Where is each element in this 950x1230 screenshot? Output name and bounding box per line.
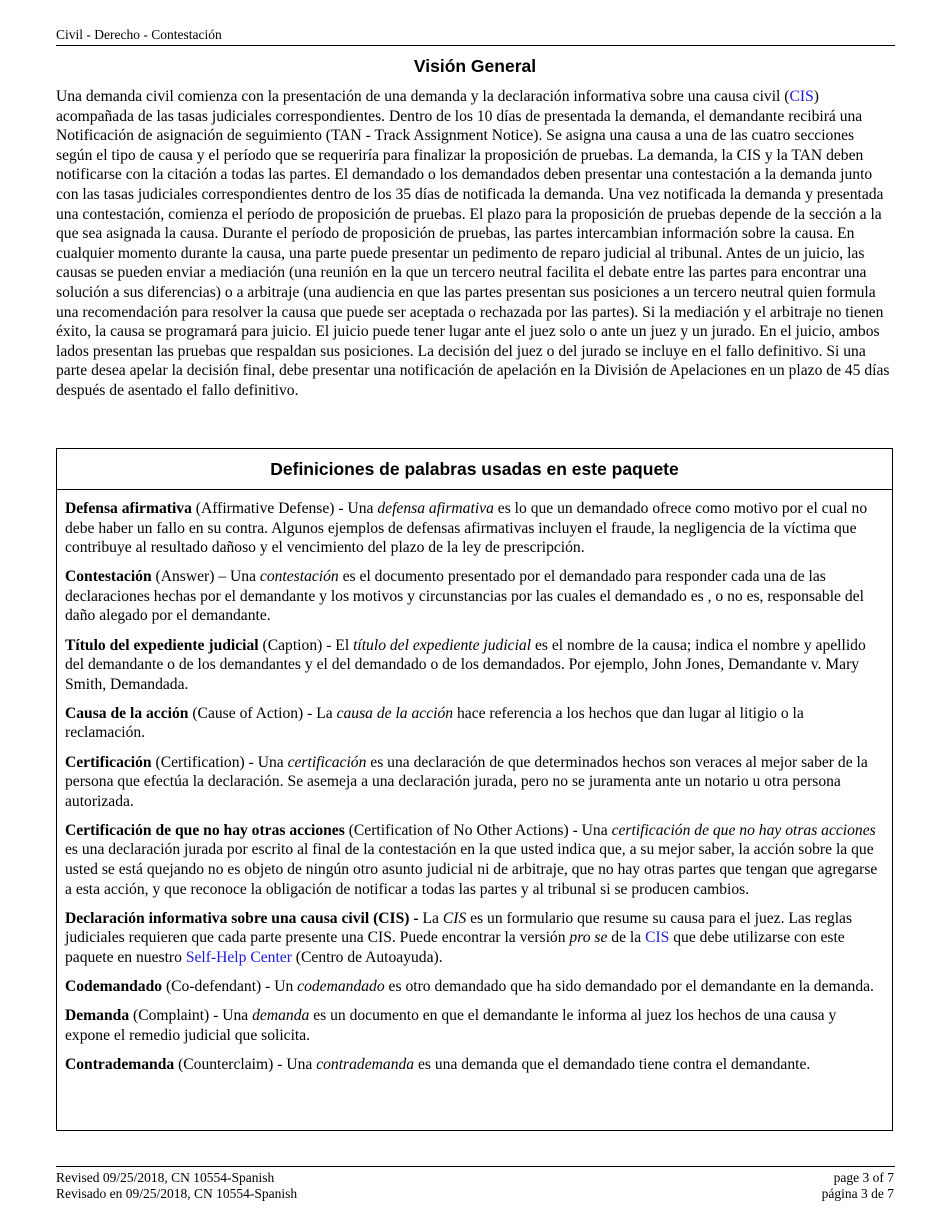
definition-item xyxy=(65,753,884,812)
definition-item xyxy=(65,499,884,558)
term-italic: título del expediente judicial xyxy=(353,636,532,654)
definitions-title: Definiciones de palabras usadas en este paquete xyxy=(57,449,892,490)
footer-page-number xyxy=(822,1170,894,1201)
term-bold: Contrademanda xyxy=(65,1055,175,1073)
page-title: Visión General xyxy=(413,56,537,76)
text-run: (Co-defendant) - Un xyxy=(162,977,298,995)
definition-item xyxy=(65,821,884,899)
text-run: (Affirmative Defense) - Una xyxy=(191,500,378,517)
self-help-center-link[interactable]: Self-Help Center xyxy=(185,948,292,966)
term-italic: codemandado xyxy=(297,977,385,995)
term-italic: defensa afirmativa xyxy=(377,500,494,517)
text-run: (Centro de Autoayuda). xyxy=(291,948,443,966)
definition-item xyxy=(65,977,884,997)
definition-item xyxy=(65,1055,884,1075)
term-bold: Certificación de que no hay otras acciones xyxy=(65,821,345,839)
text-run: que debe utilizarse con este paquete en nuestro xyxy=(65,929,845,966)
text-run: (Caption) - El xyxy=(258,636,354,654)
text-run: ) acompañada de las tasas judiciales correspondientes. Dentro de los 10 días de presentada la demanda, el demandante recibirá una Notificación de asignación de seguimiento (TAN - Track Assignment Notice). Se asigna una causa a una de las cuatro secciones según el tipo de causa y el período que se requeriría para finalizar la proposición de pruebas. La demanda, la CIS y la TAN deben notificarse con la citación a todas las partes. El demandado o los demandados deben presentar una contestación a la demanda junto con las tasas judiciales correspondientes dentro de los 35 días de notificada la demanda. Una vez notificada la demanda y presentada una contestación, comienza el período de proposición de pruebas. El plazo para la proposición de pruebas depende de la sección a la que sea asignada la causa. Durante el período de proposición de pruebas, las partes intercambian información sobre la causa. En cualquier momento durante la causa, una parte puede presentar un pedimento de reparo judicial al tribunal. Antes de un juicio, las causas se pueden enviar a mediación (una reunión en la que un tercero neutral facilita el debate entre las partes para encontrar una solución a sus diferencias) o a arbitraje (una audiencia en que las partes presentan sus posiciones a un tercero neutral quien formula una recomendación para resolver la causa que puede ser aceptada o rechazada por las partes). Si la mediación y el arbitraje no tienen éxito, la causa se programará para juicio. El juicio puede tener lugar ante el juez solo o ante un juez y un jurado. En el juicio, ambos lados presentan las pruebas que respaldan sus posiciones. La decisión del juez o del jurado se incluye en el fallo definitivo. Si una parte desea apelar la decisión final, debe presentar una notificación de apelación en la División de Apelaciones en un plazo de 45 días después de asentado el fallo definitivo. xyxy=(56,88,890,399)
text-run: es otro demandado que ha sido demandado por el demandante en la demanda. xyxy=(384,977,874,995)
footer-divider xyxy=(56,1166,895,1167)
text-run: es una demanda que el demandado tiene contra el demandante. xyxy=(414,1055,811,1073)
text-run: La xyxy=(422,909,443,927)
footer-revised-es: Revisado en 09/25/2018, CN 10554-Spanish xyxy=(56,1185,298,1201)
term-bold: Declaración informativa sobre una causa civil (CIS) - xyxy=(65,909,423,927)
footer-page-es: página 3 de 7 xyxy=(821,1185,894,1201)
definitions-list xyxy=(57,490,892,1074)
text-run: (Certification) - Una xyxy=(151,753,288,771)
term-italic: certificación de que no hay otras acciones xyxy=(611,821,876,839)
definition-item xyxy=(65,567,884,626)
term-italic: contestación xyxy=(259,568,339,586)
text-run: es un formulario que resume su causa para el juez. Las reglas judiciales requieren que cada parte presente una CIS. Puede encontrar la versión xyxy=(65,909,853,947)
definition-item xyxy=(65,636,884,695)
text-run: es el nombre de la causa; indica el nombre y apellido del demandante o de los demandantes y el del demandado o de los demandados. Por ejemplo, John Jones, Demandante v. Mary Smith, Demandada. xyxy=(65,636,866,693)
cis-link[interactable]: CIS xyxy=(645,929,670,947)
header-divider xyxy=(56,45,895,46)
text-run: es un documento en que el demandante le informa al juez los hechos de una causa y expone el remedio judicial que solicita. xyxy=(65,1007,837,1044)
text-run: (Counterclaim) - Una xyxy=(174,1055,317,1073)
header-label: Civil - Derecho - Contestación xyxy=(56,27,222,42)
term-italic: CIS xyxy=(442,909,467,927)
text-run: (Cause of Action) - La xyxy=(188,704,337,722)
definition-item xyxy=(65,704,884,743)
text-run: (Certification of No Other Actions) - Una xyxy=(344,821,612,839)
text-run: es el documento presentado por el demandado para responder cada una de las declaraciones hechas por el demandante y los motivos y circunstancias por las cuales el demandado es , o no es, responsable del daño alegado por el demandante. xyxy=(65,568,864,625)
definition-item xyxy=(65,909,884,968)
term-italic: pro se xyxy=(569,929,608,947)
text-run: Una demanda civil comienza con la presentación de una demanda y la declaración informativa sobre una causa civil ( xyxy=(56,88,790,105)
overview-paragraph xyxy=(56,87,894,401)
footer-revised-en: Revised 09/25/2018, CN 10554-Spanish xyxy=(56,1170,275,1185)
text-run: hace referencia a los hechos que dan lugar al litigio o la reclamación. xyxy=(65,704,804,742)
term-bold: Causa de la acción xyxy=(65,704,189,722)
text-run: (Answer) – Una xyxy=(151,568,260,586)
footer-page-en: page 3 of 7 xyxy=(833,1170,894,1185)
cis-link[interactable]: CIS xyxy=(789,88,814,105)
term-bold: Codemandado xyxy=(65,977,163,995)
term-italic: demanda xyxy=(252,1007,310,1025)
text-run: (Complaint) - Una xyxy=(129,1007,253,1025)
term-bold: Demanda xyxy=(65,1007,130,1025)
term-bold: Defensa afirmativa xyxy=(65,500,192,517)
term-bold: Título del expediente judicial xyxy=(65,636,259,654)
footer-revision xyxy=(56,1170,297,1201)
text-run: es lo que un demandado ofrece como motivo por el cual no debe haber un fallo en su contra. Algunos ejemplos de defensas afirmativas incluyen el fraude, la negligencia de la víctima que contribuye al resultado dañoso y el vencimiento del plazo de la ley de prescripción. xyxy=(65,500,868,557)
text-run: de la xyxy=(607,929,646,947)
term-bold: Contestación xyxy=(65,568,152,586)
term-italic: certificación xyxy=(287,753,367,771)
text-run: es una declaración de que determinados hechos son veraces al mejor saber de la persona que efectúa la declaración. Se asemeja a una declaración jurada, pero no se juramenta ante un notario u otra persona autorizada. xyxy=(65,753,868,810)
definitions-box xyxy=(56,448,893,1131)
term-italic: causa de la acción xyxy=(336,704,454,722)
term-bold: Certificación xyxy=(65,753,152,771)
definition-item xyxy=(65,1006,884,1045)
term-italic: contrademanda xyxy=(316,1055,415,1073)
text-run: es una declaración jurada por escrito al final de la contestación en la que usted indica que, a su mejor saber, la acción sobre la que usted se está quejando no es objeto de ningún otro asunto judicial ni de arbitraje, que no hay otras partes que tengan que agregarse a esta acción, y que reconoce la obligación de notificar a todas las partes y al tribunal si se producen cambios. xyxy=(65,841,878,898)
